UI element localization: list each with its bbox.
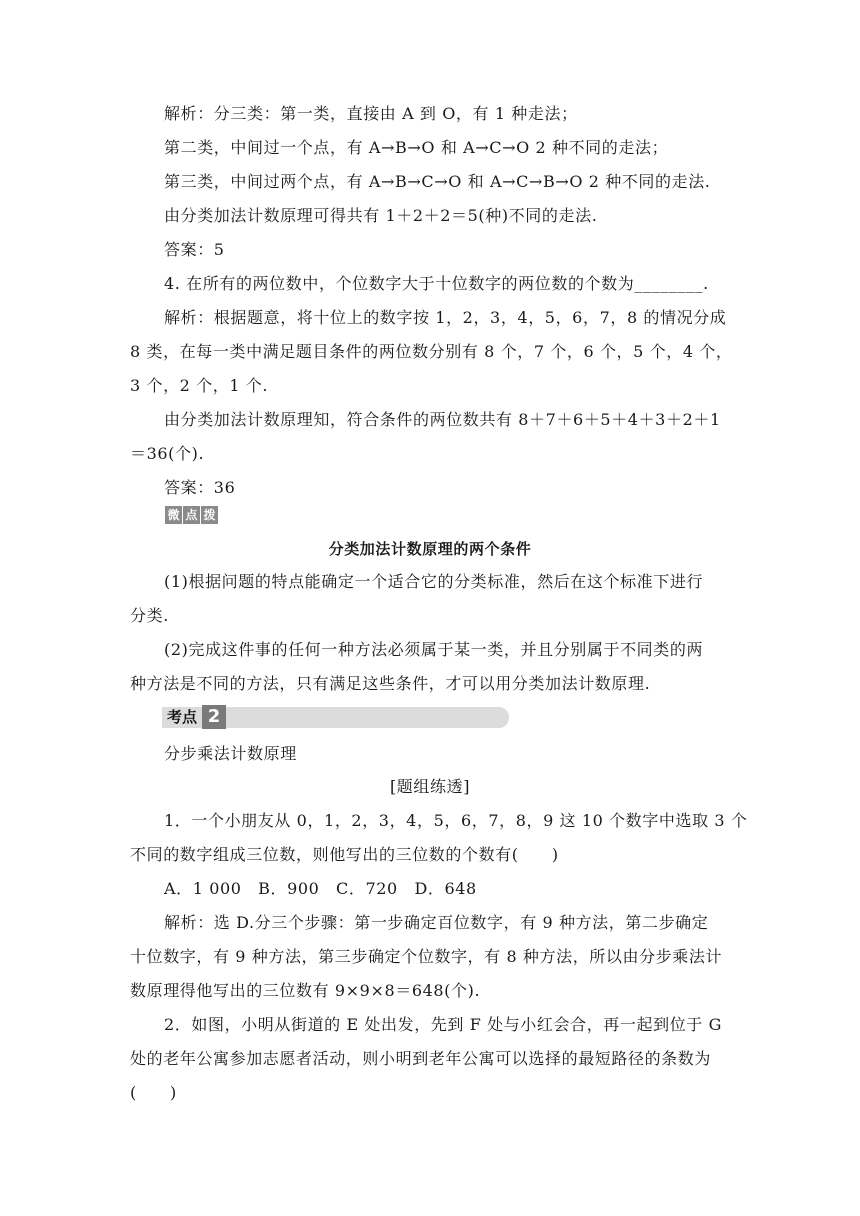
solution-line-3: 第三类，中间过两个点，有 A→B→C→O 和 A→C→B→O 2 种不同的走法. bbox=[164, 172, 711, 191]
solution-line-2: 第二类，中间过一个点，有 A→B→O 和 A→C→O 2 种不同的走法； bbox=[164, 138, 669, 157]
section-number-badge: 2 bbox=[202, 705, 226, 729]
solution-line: 解析：选 D.分三个步骤：第一步确定百位数字，有 9 种方法，第二步确定 bbox=[164, 913, 709, 932]
question-1-options: A．1 000 B．900 C．720 D．648 bbox=[164, 879, 477, 898]
section-title: 分步乘法计数原理 bbox=[164, 744, 297, 763]
tip-badge-char: 微 bbox=[165, 506, 182, 524]
solution-line-4: 由分类加法计数原理可得共有 1＋2＋2＝5(种)不同的走法. bbox=[164, 206, 598, 225]
solution-line: 8 类，在每一类中满足题目条件的两位数分别有 8 个，7 个，6 个，5 个，4 个， bbox=[130, 342, 733, 361]
solution-line-1: 解析：分三类：第一类，直接由 A 到 O，有 1 种走法； bbox=[164, 104, 578, 123]
tip-title: 分类加法计数原理的两个条件 bbox=[328, 540, 532, 558]
solution-line: 由分类加法计数原理知，符合条件的两位数共有 8＋7＋6＋5＋4＋3＋2＋1 bbox=[164, 410, 721, 429]
answer-line: 答案：5 bbox=[164, 240, 225, 259]
question-1: 1．一个小朋友从 0，1，2，3，4，5，6，7，8，9 这 10 个数字中选取 3 个 bbox=[164, 811, 748, 830]
section-header-label: 考点 bbox=[167, 708, 198, 726]
tip-paragraph: 分类. bbox=[130, 606, 169, 625]
group-title: [题组练透] bbox=[389, 777, 471, 796]
tip-paragraph: (2)完成这件事的任何一种方法必须属于某一类，并且分别属于不同类的两 bbox=[164, 640, 704, 659]
tip-badge-char: 拨 bbox=[201, 506, 218, 524]
question-1-cont: 不同的数字组成三位数，则他写出的三位数的个数有( ) bbox=[130, 845, 559, 864]
solution-line: 数原理得他写出的三位数有 9×9×8＝648(个). bbox=[130, 981, 481, 1000]
question-2-blank: ( ) bbox=[130, 1083, 177, 1102]
tip-paragraph: (1)根据问题的特点能确定一个适合它的分类标准，然后在这个标准下进行 bbox=[164, 572, 704, 591]
question-2-cont: 处的老年公寓参加志愿者活动，则小明到老年公寓可以选择的最短路径的条数为 bbox=[130, 1049, 712, 1068]
solution-line: ＝36(个). bbox=[130, 444, 205, 463]
solution-line: 3 个，2 个，1 个. bbox=[130, 376, 269, 395]
solution-line: 解析：根据题意，将十位上的数字按 1，2，3，4，5，6，7，8 的情况分成 bbox=[164, 308, 727, 327]
answer-line: 答案：36 bbox=[164, 478, 236, 497]
tip-paragraph: 种方法是不同的方法，只有满足这些条件，才可以用分类加法计数原理. bbox=[130, 674, 651, 693]
question-4: 4. 在所有的两位数中，个位数字大于十位数字的两位数的个数为________. bbox=[164, 274, 709, 293]
question-2: 2．如图，小明从街道的 E 处出发，先到 F 处与小红会合，再一起到位于 G bbox=[164, 1015, 722, 1034]
tip-badge-char: 点 bbox=[183, 506, 200, 524]
tip-badge bbox=[164, 506, 219, 524]
solution-line: 十位数字，有 9 种方法，第三步确定个位数字，有 8 种方法，所以由分步乘法计 bbox=[130, 947, 723, 966]
